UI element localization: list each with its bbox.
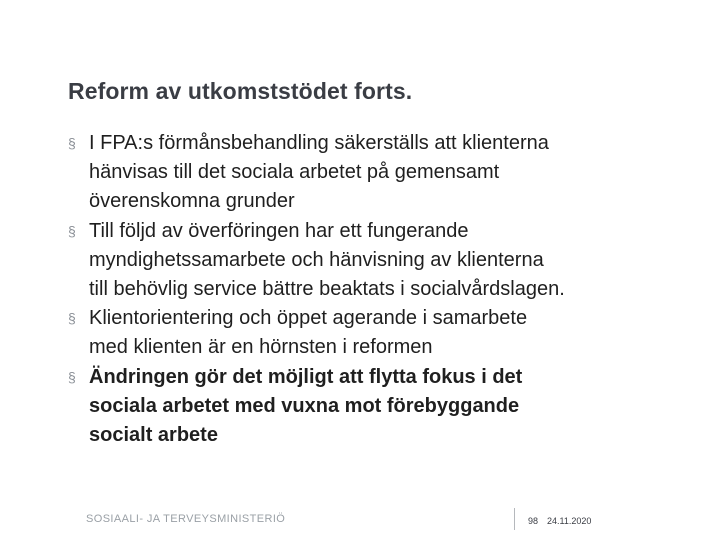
- bullet-marker: §: [68, 368, 76, 385]
- bullet-item: [68, 304, 688, 362]
- bullet-line: överenskomna grunder: [89, 190, 295, 212]
- bullet-item: [68, 217, 688, 304]
- bullet-item: [68, 129, 688, 216]
- bullet-line: med klienten är en hörnsten i reformen: [89, 336, 433, 358]
- footer-date: 24.11.2020: [547, 516, 592, 526]
- footer-divider: [514, 508, 515, 530]
- bullet-marker: §: [68, 135, 76, 151]
- bullet-marker: §: [68, 222, 76, 239]
- ministry-logo-text: SOSIAALI- JA TERVEYSMINISTERIÖ: [86, 513, 286, 525]
- bullet-line: socialt arbete: [89, 423, 218, 446]
- bullet-line: hänvisas till det sociala arbetet på gemensamt: [89, 161, 500, 183]
- bullet-item-emphasized: [68, 363, 688, 450]
- bullet-line: till behövlig service bättre beaktats i socialvårdslagen.: [89, 277, 565, 300]
- bullet-marker: §: [68, 310, 76, 326]
- bullet-line: I FPA:s förmånsbehandling säkerställs att klienterna: [89, 132, 549, 154]
- slide-title: Reform av utkomststödet forts.: [68, 78, 413, 104]
- bullet-line: myndighetssamarbete och hänvisning av klienterna: [89, 248, 544, 271]
- bullet-line: sociala arbetet med vuxna mot förebyggande: [89, 394, 520, 417]
- page-number: 98: [528, 516, 539, 526]
- bullet-line: Till följd av överföringen har ett fungerande: [89, 219, 469, 242]
- bullet-list: [68, 129, 688, 450]
- bullet-line: Klientorientering och öppet agerande i samarbete: [89, 307, 528, 329]
- bullet-line: Ändringen gör det möjligt att flytta fokus i det: [89, 365, 523, 388]
